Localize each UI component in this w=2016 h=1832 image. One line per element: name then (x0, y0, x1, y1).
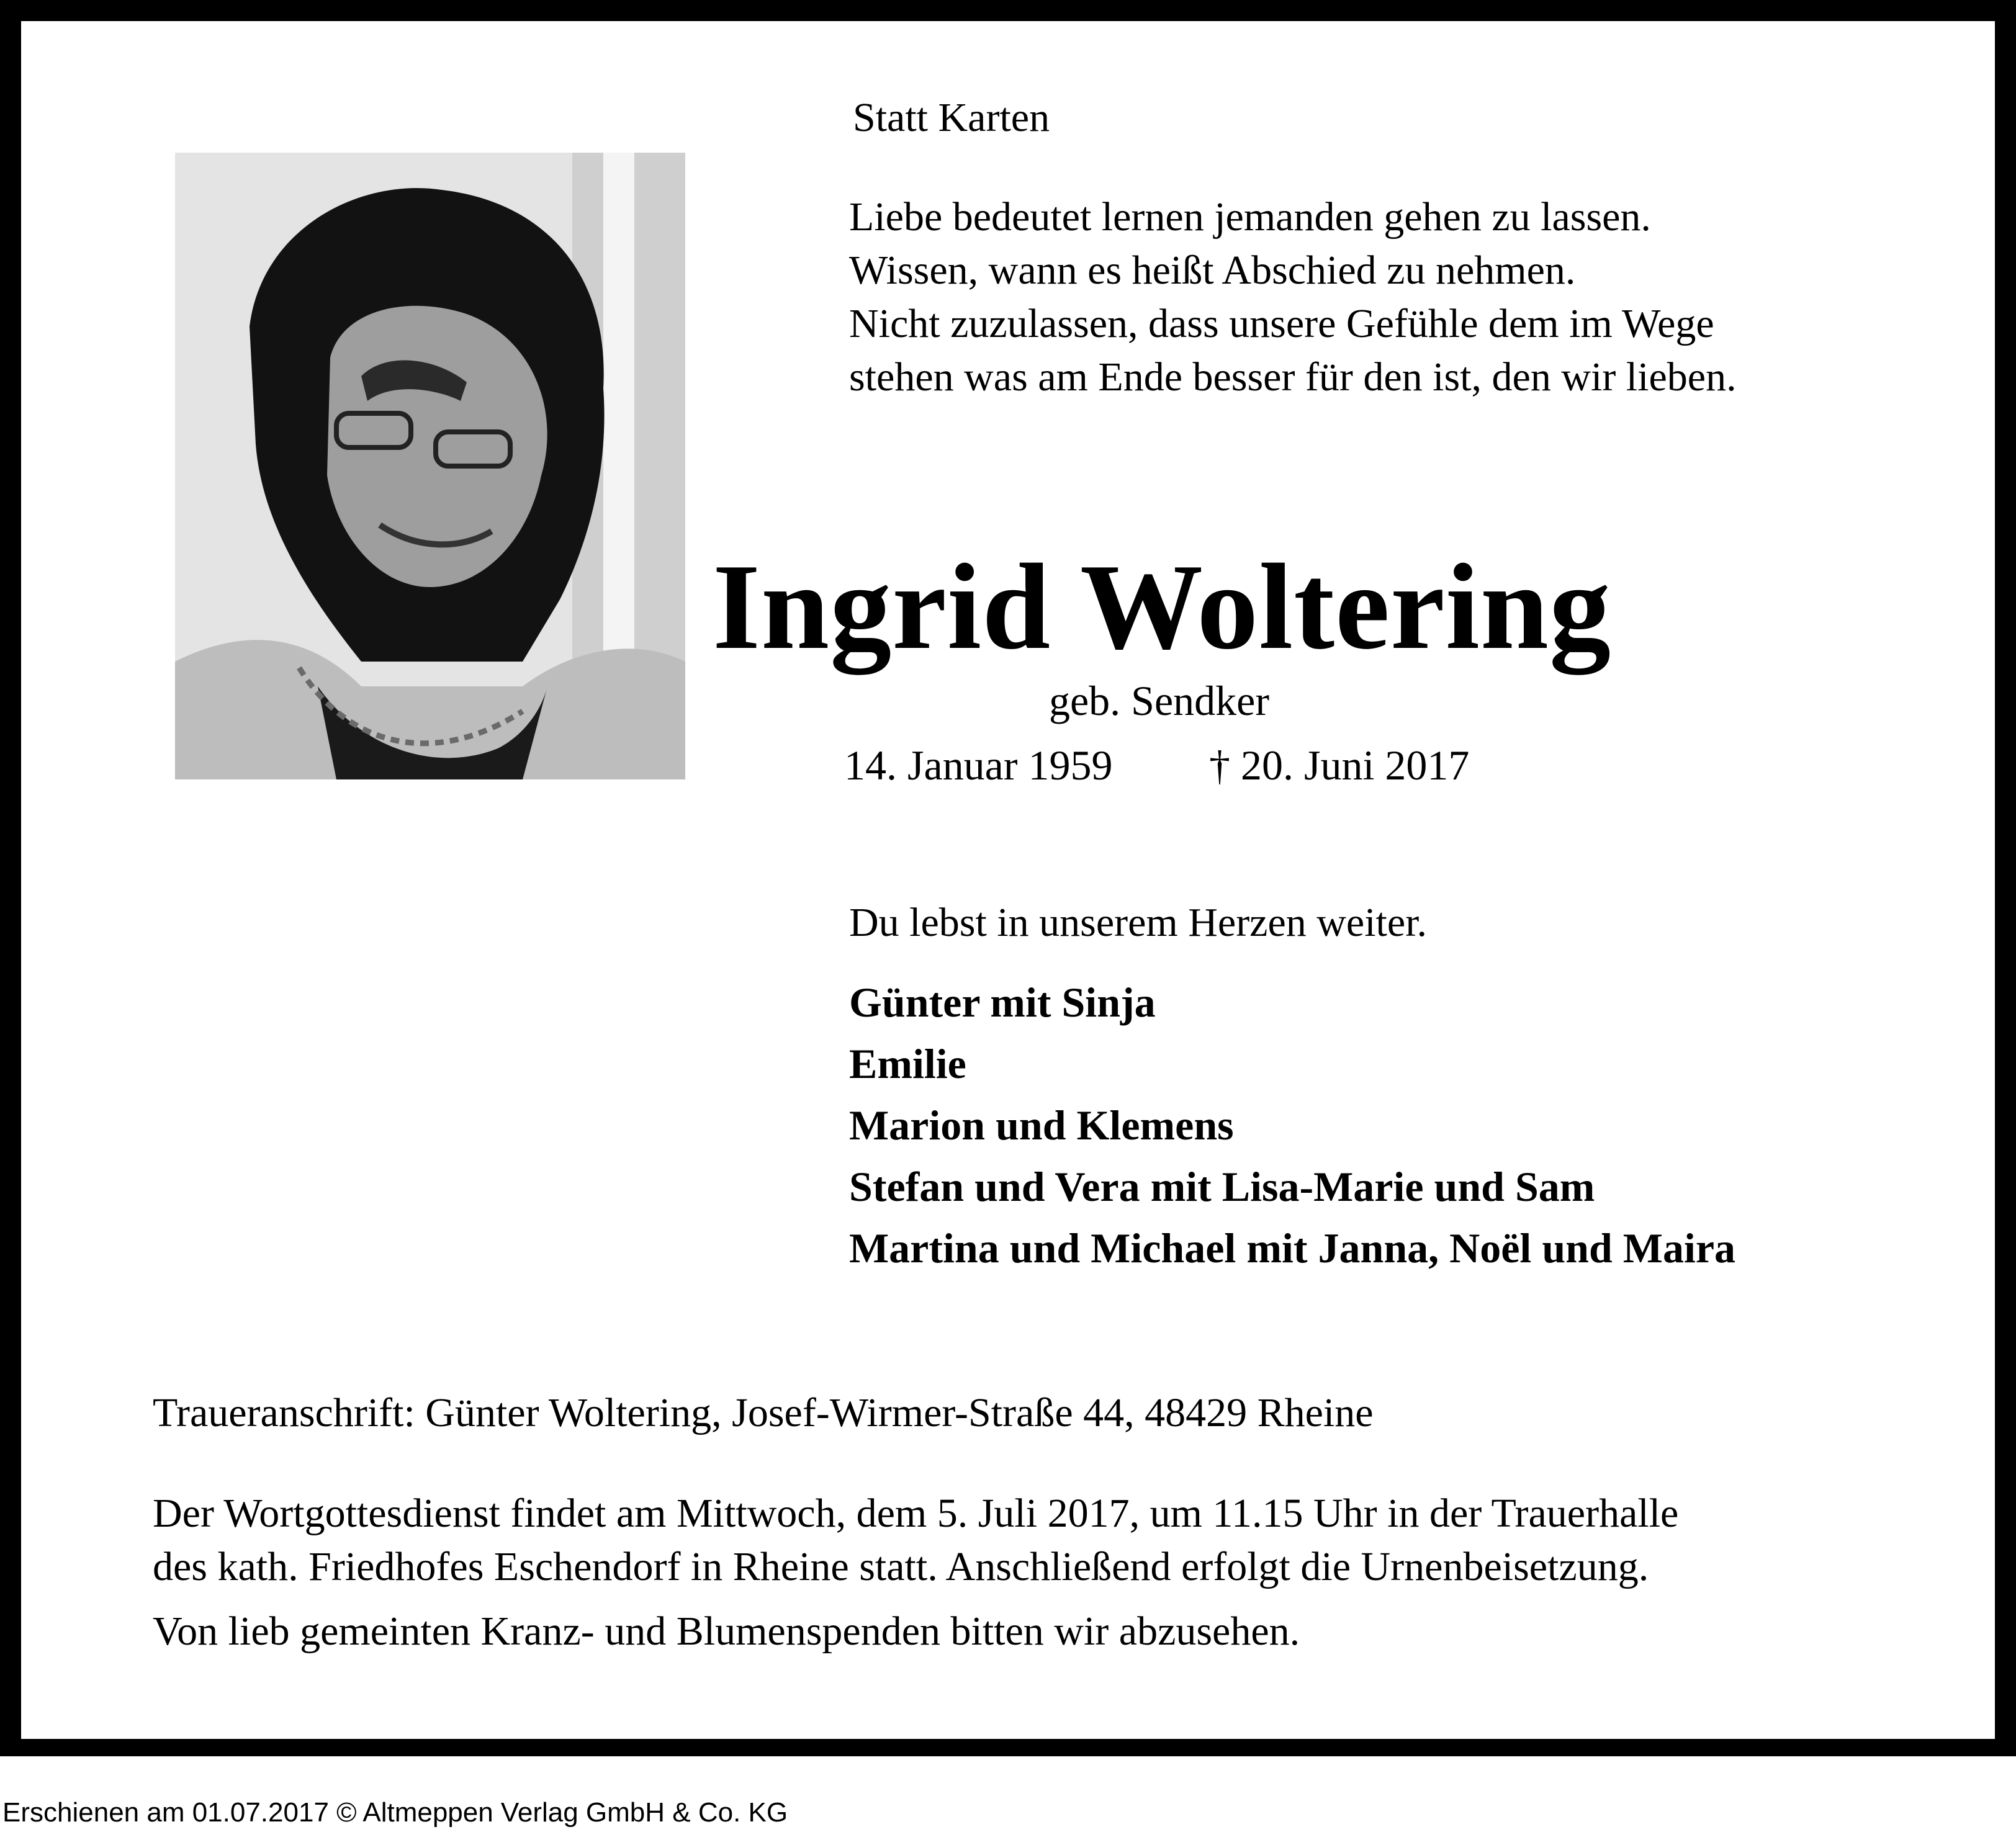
birth-name: geb. Sendker (1049, 677, 1270, 724)
family-line-3: Marion und Klemens (849, 1102, 1234, 1149)
publication-footer: Erschienen am 01.07.2017 © Altmeppen Verlag GmbH & Co. KG (2, 1797, 788, 1828)
portrait-photo (175, 153, 685, 779)
family-line-5: Martina und Michael mit Janna, Noël und Maira (849, 1224, 1736, 1272)
poem-line-1: Liebe bedeutet lernen jemanden gehen zu lassen. (849, 194, 1651, 240)
mourning-address: Traueranschrift: Günter Woltering, Josef-Wirmer-Straße 44, 48429 Rheine (153, 1390, 1374, 1435)
poem-line-4: stehen was am Ende besser für den ist, den wir lieben. (849, 354, 1737, 400)
poem-line-2: Wissen, wann es heißt Abschied zu nehmen. (849, 248, 1576, 293)
statt-karten-label: Statt Karten (853, 95, 1050, 140)
family-line-4: Stefan und Vera mit Lisa-Marie und Sam (849, 1163, 1595, 1210)
poem-line-3: Nicht zuzulassen, dass unsere Gefühle dem im Wege (849, 301, 1714, 346)
birth-date: 14. Januar 1959 (844, 742, 1113, 789)
deceased-name: Ingrid Woltering (713, 539, 1612, 675)
service-line-1: Der Wortgottesdienst findet am Mittwoch, dem 5. Juli 2017, um 11.15 Uhr in der Trauerhalle (153, 1491, 1679, 1536)
service-line-2: des kath. Friedhofes Eschendorf in Rheine statt. Anschließend erfolgt die Urnenbeisetzung. (153, 1544, 1649, 1589)
family-line-2: Emilie (849, 1040, 966, 1087)
family-line-1: Günter mit Sinja (849, 979, 1156, 1026)
flowers-note: Von lieb gemeinten Kranz- und Blumenspenden bitten wir abzusehen. (153, 1609, 1300, 1654)
portrait-photo-graphic (175, 153, 685, 779)
death-date: † 20. Juni 2017 (1209, 742, 1470, 789)
memorial-message: Du lebst in unserem Herzen weiter. (849, 900, 1428, 945)
